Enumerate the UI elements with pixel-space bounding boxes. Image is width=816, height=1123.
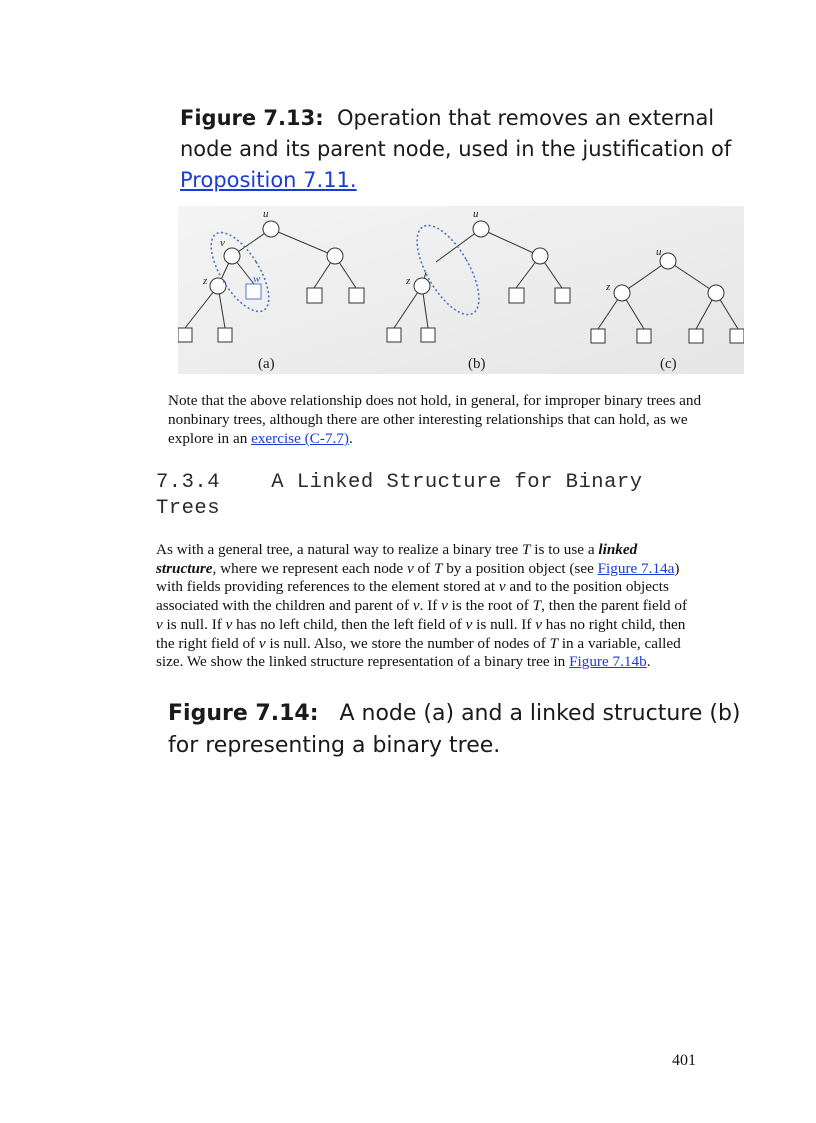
tree-node: [660, 253, 676, 269]
text-run: . If: [419, 597, 438, 615]
external-node: [689, 329, 703, 343]
var-v: v: [225, 615, 233, 633]
text-run: of: [417, 559, 431, 577]
external-node: [637, 329, 651, 343]
text-run: , where we represent each node: [212, 559, 404, 577]
figure-7-14-text: A node (a) and a linked structure (b) for representing a binary tree.: [168, 701, 741, 758]
var-v: v: [465, 615, 473, 633]
label-u-b: u: [473, 208, 479, 220]
tree-node: [414, 278, 430, 294]
tree-node: [532, 248, 548, 264]
exercise-c-7-7-link[interactable]: exercise (C-7.7): [251, 430, 349, 447]
text-run: , then the parent field of: [541, 597, 688, 615]
external-node-w: [246, 284, 261, 299]
text-run: .: [646, 653, 651, 671]
text-run: is the root of: [451, 597, 529, 615]
var-v: v: [535, 615, 542, 633]
figure-7-13-diagram: [178, 206, 744, 374]
subcaption-b: (b): [468, 356, 486, 372]
external-node: [178, 328, 192, 342]
tree-node: [473, 221, 489, 237]
figure-7-14-label: Figure 7.14:: [168, 701, 319, 726]
figure-7-13-text: Operation that removes an external node and its parent node, used in the justification of: [180, 106, 732, 161]
external-node: [555, 288, 570, 303]
text-run: has no right child, then the right field of: [156, 615, 686, 652]
text-run: is to use a: [534, 541, 595, 558]
label-u-a: u: [263, 208, 269, 220]
label-w-a: w: [253, 273, 261, 285]
var-v: v: [412, 597, 420, 615]
proposition-7-11-link[interactable]: Proposition 7.11.: [180, 168, 357, 192]
label-z-b: z: [406, 275, 411, 287]
var-T: T: [532, 597, 542, 615]
external-node: [349, 288, 364, 303]
text-run: ) with fields providing references to the element stored at: [156, 559, 680, 596]
tree-node: [210, 278, 226, 294]
external-node: [730, 329, 744, 343]
section-number: 7.3.4: [156, 471, 221, 494]
tree-node: [708, 285, 724, 301]
external-node: [387, 328, 401, 342]
body-paragraph: [156, 541, 696, 672]
page-number: 401: [672, 1052, 696, 1069]
external-node: [218, 328, 232, 342]
note-end: .: [348, 430, 353, 447]
term-linked-structure: linked structure: [156, 541, 638, 577]
var-T: T: [433, 559, 443, 577]
label-u-c: u: [656, 246, 662, 258]
tree-node: [614, 285, 630, 301]
figure-7-14b-link[interactable]: Figure 7.14b: [569, 653, 647, 671]
text-run: is null. If: [166, 615, 222, 633]
tree-node: [263, 221, 279, 237]
section-heading: [156, 470, 716, 522]
text-run: by a position object (see: [446, 559, 594, 577]
section-title: A Linked Structure for Binary Trees: [156, 471, 656, 520]
note-text: Note that the above relationship does not hold, in general, for improper binary trees and nonbinary trees, although there are other interesting relationships that can hold, as we explore in an: [168, 392, 702, 447]
text-run: and to the position objects associated with the children and parent of: [156, 578, 669, 615]
var-v: v: [406, 559, 414, 577]
tree-node: [224, 248, 240, 264]
figure-7-14a-link[interactable]: Figure 7.14a: [597, 559, 675, 577]
external-node: [307, 288, 322, 303]
var-T: T: [522, 541, 531, 558]
subcaption-a: (a): [258, 356, 275, 372]
label-z-a: z: [203, 275, 208, 287]
var-v: v: [156, 615, 163, 633]
var-v: v: [441, 597, 448, 615]
subcaption-c: (c): [660, 356, 677, 372]
external-node: [509, 288, 524, 303]
note-paragraph: [168, 391, 708, 448]
tree-node: [327, 248, 343, 264]
text-run: in a variable, called size. We show the linked structure representation of a binary tree in: [156, 634, 681, 671]
var-v: v: [258, 634, 266, 652]
external-node: [591, 329, 605, 343]
label-v-a: v: [220, 237, 225, 249]
label-z-c: z: [606, 281, 611, 293]
text-run: is null. Also, we store the number of nodes of: [269, 634, 546, 652]
text-run: has no left child, then the left field of: [236, 615, 462, 633]
figure-7-13-caption: [180, 103, 740, 196]
figure-7-13-label: Figure 7.13:: [180, 106, 324, 130]
external-node: [421, 328, 435, 342]
figure-7-14-caption: [168, 698, 768, 762]
var-v: v: [498, 578, 506, 596]
text-run: As with a general tree, a natural way to realize a binary tree: [156, 541, 519, 558]
var-T: T: [549, 634, 559, 652]
text-run: is null. If: [476, 615, 532, 633]
